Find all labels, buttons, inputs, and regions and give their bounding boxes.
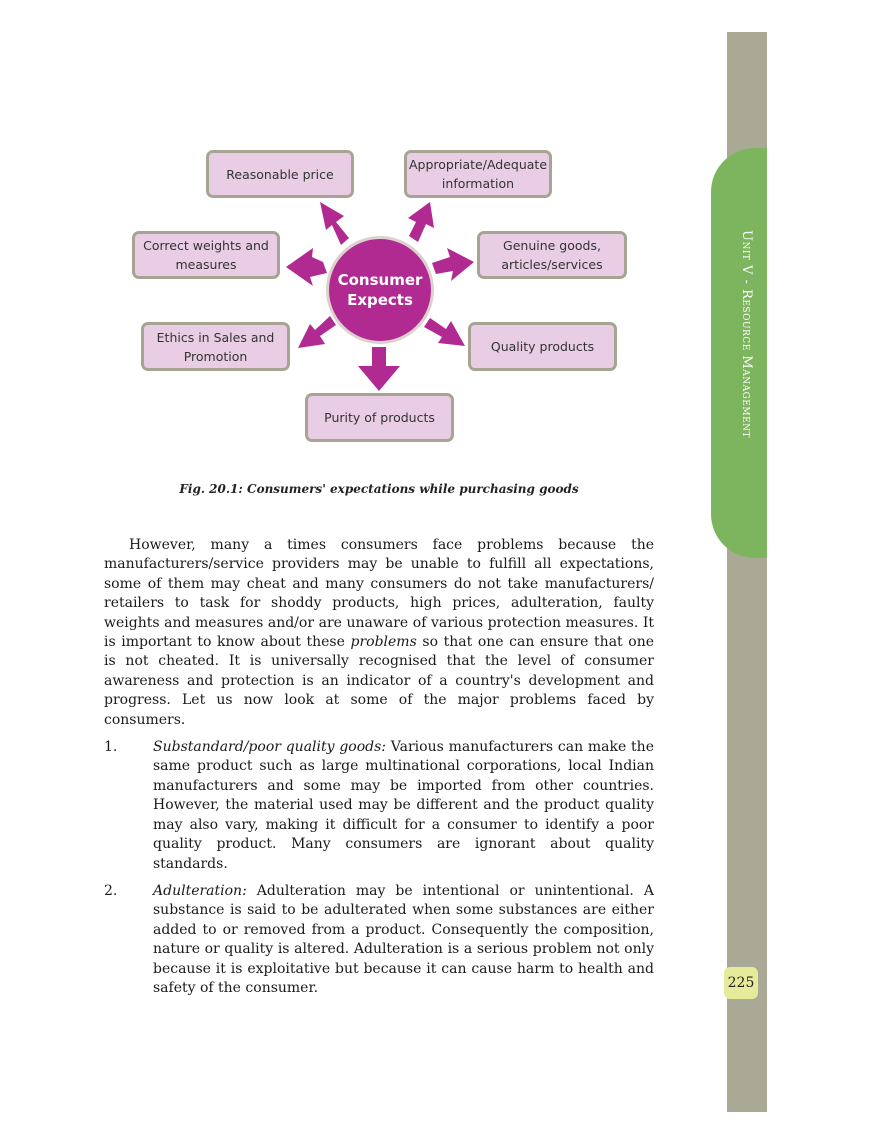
box-adequate-information: Appropriate/Adequate information [404,150,552,198]
figure-caption: Fig. 20.1: Consumers' expectations while purchasing goods [179,482,579,496]
box-purity-of-products: Purity of products [305,393,454,442]
list-item [104,738,654,874]
intro-emphasis: problems [350,634,417,651]
box-genuine-goods: Genuine goods, articles/services [477,231,627,279]
list-item-text: Adulteration may be intentional or unintentional. A substance is said to be adulterated when some substances are either added to or removed from a product. Consequently the composition, nature or quality is altered. Adulteration is a serious problem not only because it is exploitative but because it can cause harm to health and safety of the consumer. [153,882,654,996]
list-item [104,882,654,998]
box-quality-products: Quality products [468,322,617,371]
arrow-left [286,248,327,286]
box-reasonable-price: Reasonable price [206,150,354,198]
body-text [104,536,654,1006]
intro-text-2: so that one can ensure that one is not cheated. It is universally recognised that the level of consumer awareness and protection is an indicator of a country's development and progress. Let us now look at some of the major problems faced by consumers. [104,634,655,728]
list-item-term: Adulteration: [153,882,247,899]
list-item-number: 1. [104,739,118,756]
arrow-right [432,248,474,281]
center-consumer-expects: Consumer Expects [326,236,434,344]
intro-text-1: However, many a times consumers face problems because the manufacturers/service providers may be unable to fulfill all expectations, some of them may cheat and many consumers do not take manufacturers/ retailers to task for shoddy products, high prices, adulteration, faulty weights and measures and/or are unaware of various protection measures. It is important to know about these [104,537,654,651]
arrow-down [358,347,400,391]
intro-paragraph [104,536,654,730]
page-number: 225 [724,967,758,999]
list-item-number: 2. [104,882,118,899]
problems-list [104,738,654,998]
arrow-up-right [408,202,434,242]
list-item-text: Various manufacturers can make the same product such as large multinational corporations, local Indian manufacturers and some may be imported from other countries. However, the material used may be different and the product quality may also vary, making it difficult for a consumer to identify a poor quality product. Many consumers are ignorant about quality standards. [153,739,654,872]
unit-label: Unit V - Resource Management [739,230,754,439]
arrow-lower-right [424,318,465,346]
arrow-up-left [320,202,349,245]
arrow-lower-left [298,316,336,348]
consumer-expectations-diagram [120,140,640,450]
list-item-term: Substandard/poor quality goods: [153,739,387,756]
box-correct-weights: Correct weights and measures [132,231,280,279]
box-ethics-in-sales: Ethics in Sales and Promotion [141,322,290,371]
